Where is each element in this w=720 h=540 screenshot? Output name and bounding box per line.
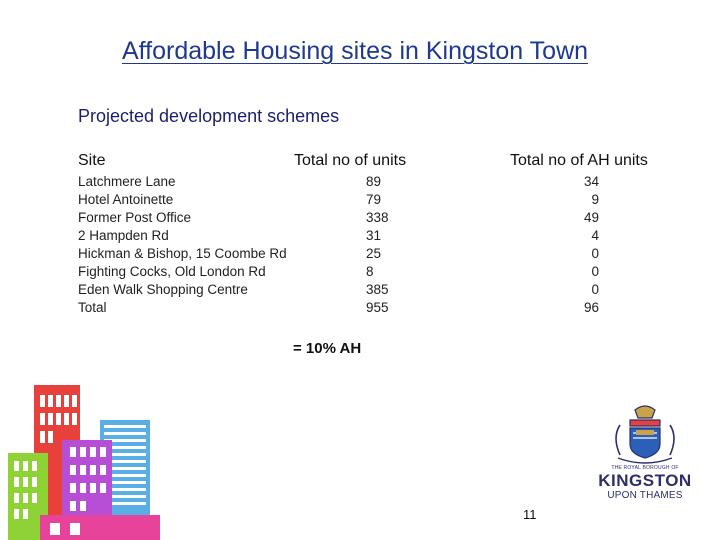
site-cell: Hickman & Bishop, 15 Coombe Rd	[78, 246, 287, 261]
site-cell: 2 Hampden Rd	[78, 228, 169, 243]
units-cell-total: 955	[366, 300, 389, 315]
units-cell: 89	[366, 174, 382, 189]
ah-cell: 34	[583, 174, 599, 189]
site-cell: Hotel Antoinette	[78, 192, 174, 207]
units-cell: 79	[366, 192, 382, 207]
pink-building	[40, 515, 160, 540]
subtitle: Projected development schemes	[78, 106, 340, 126]
units-cell: 31	[366, 228, 382, 243]
site-cell: Latchmere Lane	[78, 174, 176, 189]
slide-title: Affordable Housing sites in Kingston Town	[122, 37, 589, 65]
ah-cell: 0	[591, 246, 599, 261]
ah-cell: 49	[583, 210, 599, 225]
crest-caption-upon-thames: UPON THAMES	[607, 490, 683, 501]
units-cell: 338	[366, 210, 389, 225]
page-number: 11	[523, 507, 537, 522]
units-column	[366, 173, 389, 317]
site-cell: Fighting Cocks, Old London Rd	[78, 264, 266, 279]
ah-cell: 0	[591, 264, 599, 279]
ah-cell-total: 96	[583, 300, 599, 315]
site-column	[78, 173, 287, 317]
crest-caption-line1: THE ROYAL BOROUGH OF	[611, 465, 679, 471]
header-site: Site	[78, 152, 106, 169]
header-total-ah-units: Total no of AH units	[510, 152, 648, 169]
ah-percentage-summary: = 10% AH	[293, 340, 362, 357]
header-total-units: Total no of units	[294, 152, 407, 169]
units-cell: 385	[366, 282, 389, 297]
site-cell: Eden Walk Shopping Centre	[78, 282, 248, 297]
crest-caption-kingston: KINGSTON	[598, 471, 692, 490]
units-cell: 25	[366, 246, 382, 261]
buildings-illustration	[0, 375, 160, 540]
site-cell: Former Post Office	[78, 210, 192, 225]
ah-units-column	[560, 173, 599, 317]
ah-cell: 4	[591, 228, 599, 243]
ah-cell: 9	[591, 192, 599, 207]
units-cell: 8	[366, 264, 374, 279]
ah-cell: 0	[591, 282, 599, 297]
site-cell-total: Total	[78, 300, 107, 315]
